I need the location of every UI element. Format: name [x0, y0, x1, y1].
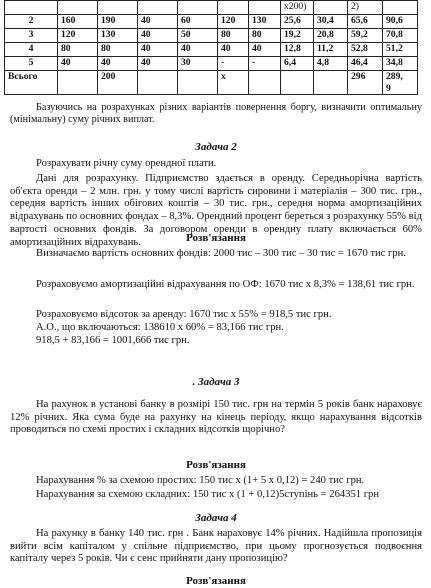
task2-step2: Розраховуємо амортизаційні відрахування по ОФ: 1670 тис х 8,3% = 138,61 тис грн. — [36, 279, 415, 290]
task2-step1: Визначаємо вартість основних фондів: 2000 тис – 300 тис – 30 тис = 1670 тис грн. — [36, 248, 406, 259]
table-row-total: Всього 200 x 296 289, 9 — [5, 71, 418, 95]
task3-solution-title: Розв'язання — [186, 459, 246, 471]
table-row: 3 120 130 40 50 80 80 19,2 20,8 59,2 70,8 — [5, 29, 418, 43]
table-cell: x200) — [281, 1, 314, 15]
task3-statement: На рахунок в установі банку в розмірі 150 тис. грн на термін 5 років банк нараховує 12% річних. Яка сума буде на рахунку на кінець періоду, якщо нарахування відсотків проводиться по схемі простих і складних відсотків щорічно? — [10, 399, 422, 436]
task2-title: Задача 2 — [195, 141, 237, 153]
task2-step5: 918,5 + 83,166 = 1001,666 тис грн. — [36, 335, 190, 346]
table-row: 5 40 40 40 30 - - 6,4 4,8 46,4 34,8 — [5, 57, 418, 71]
intro-note: Базуючись на розрахунках різних варіантів повернення боргу, визначити оптимальну (мінімальну) суму річних виплат. — [10, 102, 422, 126]
task4-title: Задача 4 — [195, 512, 237, 524]
table-row: 4 80 80 40 40 40 40 12,8 11,2 52,8 51,2 — [5, 43, 418, 57]
table-row: 2 160 190 40 60 120 130 25,6 30,4 65,6 90,6 — [5, 15, 418, 29]
task3-title: . Задача 3 — [192, 376, 240, 388]
task2-solution-title: Розв'язання — [186, 232, 246, 244]
task3-step1: Нарахування % за схемою простих: 150 тис х (1+ 5 х 0,12) = 240 тис грн. — [36, 475, 365, 486]
table-row — [5, 1, 418, 15]
table-cell: 2) — [348, 1, 383, 15]
task4-solution-title: Розв'язання — [186, 575, 246, 587]
task2-step3: Розраховуємо відсоток за аренду: 1670 тис х 55% = 918,5 тис грн. — [36, 309, 332, 320]
task2-data: Дані для розрахунку. Підприємство здається в оренду. Середньорічна вартість об'єкта оренди – 2 млн. грн. у тому числі вартість сировини і матеріалів – 300 тис. грн., середня вартість інших обігових коштів – 30 тис. грн., середня норма амортизаційних відрахувань по основних фондах – 8,3%. Орендний процент береться з розрахунку 55% від вартості основних фондів. За договором оренди в орендну плату включається 60% амортизаційних відрахувань. — [10, 173, 422, 248]
task3-step2: Нарахування за схемою складних: 150 тис х (1 + 0,12)5ступінь = 264351 грн — [36, 489, 380, 500]
task2-statement: Розрахувати річну суму орендної плати. — [36, 158, 217, 169]
debt-repayment-table — [4, 0, 418, 95]
task2-step4: А.О., що включаються: 138610 х 60% = 83,166 тис грн. — [36, 322, 284, 333]
task4-statement: На рахунку в банку 140 тис. грн . Банк нараховує 14% річних. Надійшла пропозиція вийти всім капіталом у спільне підприємство, при цьому прогнозується подвоєння капіталу через 5 років. Чи є сенс прийняти дану пропозицію? — [10, 528, 422, 565]
